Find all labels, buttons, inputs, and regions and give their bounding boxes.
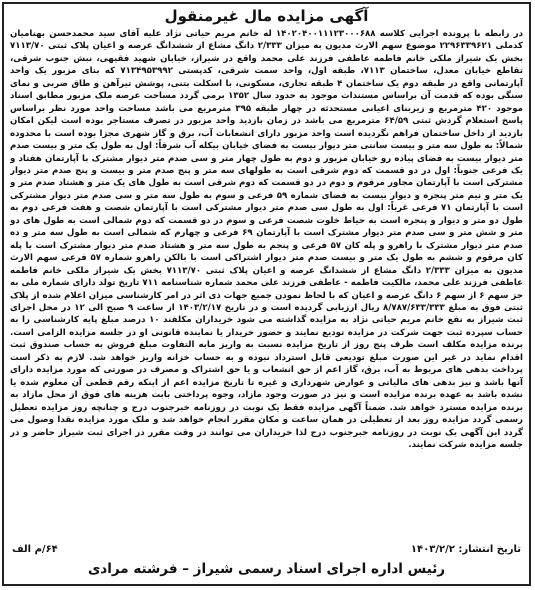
- publish-date: تاریخ انتشار: ۱۴۰۳/۲/۲: [410, 543, 521, 555]
- notice-meta: [12, 541, 521, 557]
- notice-title: آگهی مزایده مال غیرمنقول: [164, 7, 369, 25]
- auction-notice: [2, 2, 531, 586]
- signature-line: رئیس اداره اجرای اسناد رسمی شیراز – فرشته مرادی: [87, 561, 446, 577]
- reference-code: ۶۴/م الف: [12, 543, 58, 555]
- notice-body: در رابطه با پرونده اجرایی کلاسه ۱۴۰۲۰۴۰۰۱۱۱۲۳۰۰۰۶۸۸ له خانم مریم حیاتی نژاد علیه آقای سید محمدحسن بهنامیان کدملی ۲۲۹۶۳۳۹۶۲۱ موضوع سهم الارث مدیون به میزان ۲/۳۳۳ دانگ مشاع از ششدانگ عرصه و اعیان پلاک ثبتی ۷۱۱۳/۷۰ بخش یک شیراز ملکی خانم فاطمه عاطفی فرزند علی محمد واقع در شیراز، خیابان شهید فقیهی، نبش جنوب شرقی، تقاطع خیابان معدل، ساختمان ۷۱۱۳، طبقه اول، واحد سمت شرقی، کدپستی ۷۱۳۴۹۵۳۹۹۲ که بنای مزبور یک واحد آپارتمانی واقع در طبقه دوم یک ساختمان ۴ طبقه تجاری، مسکونی، با اسکلت بتنی، پوشش تیرآهن و طاق ضربی و نمای سنگی بوده که قدمت آن براساس مستندات موجود به حدود سال ۱۳۵۲ برمی گردد مساحت عرصه ملک مزبور مطابق اسناد موجود ۴۲۰ مترمربع و زیربنای اعیانی مستحدثه در چهار طبقه ۳۹۵ مترمربع می باشد مساحت واحد مورد نظر براساس پاسخ استعلام گردش ثبتی ۶۴/۵۹ مترمربع می باشد در زمان بازدید واحد مزبور در تصرف مستاجر بوده است لیکن امکان بازدید از داخل ساختمان فراهم نگردیده است واحد مزبور دارای انشعابات آب، برق و گاز شهری مجزا بوده است با محدوده شمالاً: به طول سه متر و بیست سانتی متر دیوار بیست به فضای خیابان بیکله آب شرقاً: اول به طول یک متر و بیست صدم متر دیوار بیست به فضای پیاده رو خیابان مزبور و دوم به طول چهار متر و سی صدم متر دیوار مشترک با آپارتمان هفتاد و یک فرعی جنوباً: اول در دو قسمت که دوم شرقی است به طولهای سه متر و پنج صدم متر و بیست و پنج صدم متر دیوار مشترکی است با آپارتمان مجاور مرقوم و دوم در دو قسمت که دوم شرقی است به طول های یک متر و هشتاد صدم متر و یک متر و نیم متر پنجره و دیوار بیست به فضای شماره ۵۹ فرعی و سوم به طول سه متر و سی صدم متر دیوار مشترکی است با آپارتمان ۷۱ فرعی غرباً: اول به طول سی صدم متر دیوار مشترکی است با آپارتمان شصت و هفت فرعی دوم به طول دو متر و دیوار و پنجره است به حیاط خلوت شصت فرعی و سوم در دو قسمت که دوم شمالی است به طول های دو متر و شش متر و سی صدم متر دیوار مشترک است با آپارتمان ۶۹ فرعی و چهارم که شمالی است به طول سه متر و ده صدم متر دیوار مشترک با راهرو و پله کان ۵۷ فرعی و پنجم به طول سه متر و هشتاد صدم متر دیوار مشترک است با پله کان مرقوم و ششم به طول یک متر و بیست صدم متر دیوار اشتراکی است با بالکن راهرو شماره ۵۷ فرعی سهم الارث مدیون به میزان ۲/۳۳۳ دانگ مشاع از ششدانگ عرصه و اعیان پلاک ثبتی ۷۱۱۳/۷۰ بخش یک شیراز ملکی خانم فاطمه عاطفی فرزند علی محمد، مالکیت فاطمه - عاطفی فرزند علی محمد شماره شناسنامه ۷۱۱ تاریخ تولد دارای شماره ملی به جز سهم ۶ از سهم ۶ دانگ عرصه و اعیان که با لحاظ نمودن جمیع جهات ذی اثر در امر کارشناسی میزان اعلام شده از پلاک ثبتی فوق به مبلغ ۸/۷۸۷/۶۳۳/۳۳۳ ریال ارزیابی گردیده است و در تاریخ ۱۴۰۳/۲/۱۷ از ساعت ۹ صبح الی ۱۲ در محل اجرای ثبت شیراز به نفع خانم مریم حیاتی نژاد به مزایده گذاشته می شود خریداران مکلفند ۱۰ درصد مبلغ پایه کارشناسی را به حساب سپرده ثبت جهت شرکت در مزایده تودیع نمایند و حضور خریدار یا نماینده قانونی او در جلسه مزایده الزامی است. برنده مزایده مکلف است ظرف پنج روز از تاریخ مزایده نسبت به واریز مابه التفاوت مبلغ فروش به حساب صندوق ثبت اقدام نماید در غیر این صورت مبلغ تودیعی قابل استرداد نبوده و به حساب خزانه واریز خواهد شد. لازم به ذکر است پرداخت بدهی های مربوط به آب، برق، گاز اعم از حق انشعاب و یا حق اشتراک و مصرف در صورتی که مورد مزایده دارای آنها باشد و نیز بدهی های مالیاتی و عوارض شهرداری و غیره تا تاریخ مزایده اعم از اینکه رقم قطعی آن معلوم شده یا نشده باشد به عهده برنده مزایده است و نیز در صورت وجود مازاد، وجوه پرداختی بابت هزینه های فوق از محل مازاد به برنده مزایده مسترد خواهد شد. ضمناً آگهی مزایده فقط یک نوبت در روزنامه خبرجنوب درج و چنانچه روز مزایده تعطیل رسمی گردد مزایده روز بعد از تعطیلی در همان ساعت و مکان مقرر انجام خواهد شد و ملک مورد مزایده نقدا وصول می گردد این آگهی یک نوبت در روزنامه خبرجنوب درج لذا خریداران می توانند در وقت مقرر در اجرای ثبت شیراز حاضر و در جلسه مزایده شرکت نمایند.: [10, 29, 523, 450]
